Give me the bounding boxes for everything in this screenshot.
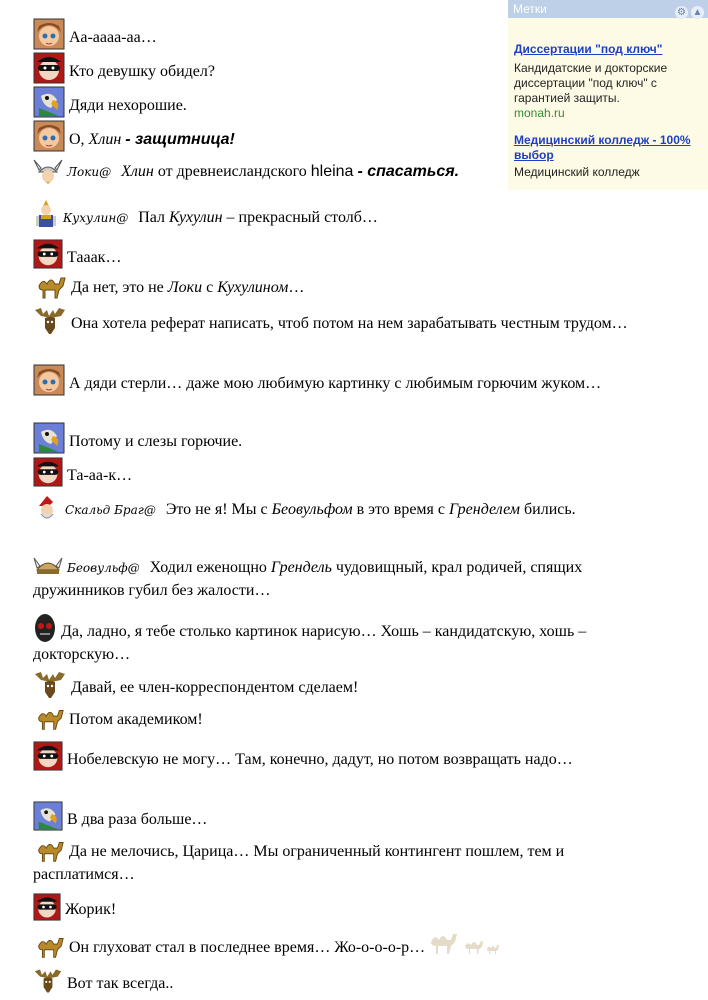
message-text: Та-аа-к… [67, 467, 133, 484]
message-text: чудовищный, крал родичей, спящих дружинников губил без жалости… [33, 559, 583, 599]
moose-icon [33, 966, 63, 996]
message-text: Потому и слезы горючие. [69, 433, 243, 450]
camel-icon [33, 272, 67, 300]
ad-item [508, 42, 708, 121]
message-row [33, 456, 653, 488]
camel-caravan-icon [429, 926, 501, 963]
message-text: от древнеисландского [157, 163, 307, 180]
moose-icon [33, 306, 67, 336]
message-row [33, 198, 653, 230]
message-text: В два раза больше… [67, 811, 208, 828]
message-row [33, 158, 513, 184]
message-row [33, 272, 653, 300]
message-row [33, 926, 593, 963]
message-text: Давай, ее член-корреспондентом сделаем! [71, 679, 359, 696]
horned-helmet-icon [33, 554, 63, 580]
ad-item [508, 133, 708, 180]
message-row [33, 422, 653, 454]
ad-description: Кандидатские и докторские диссертации "под ключ" с гарантией защиты. [514, 61, 668, 105]
character-name: Хлин [88, 131, 122, 148]
red-cap-icon [33, 494, 61, 522]
message-text: … [288, 279, 305, 296]
message-row [33, 554, 633, 602]
message-text: Ходил еженощно [149, 559, 267, 576]
ad-link[interactable]: Медицинский колледж - 100% выбор [514, 133, 691, 162]
message-row [33, 740, 633, 772]
message-text: – прекрасный столб… [226, 209, 378, 226]
message-row [33, 238, 653, 270]
message-row [33, 494, 633, 522]
message-text: Да не мелочись, Царица… Мы ограниченный контингент пошлем, тем и расплатимся… [33, 843, 565, 883]
message-text: Да, ладно, я тебе столько картинок нарисую… Хошь – кандидатскую, хошь – докторскую… [33, 623, 587, 663]
camel-icon [33, 836, 65, 864]
girl-face-icon [33, 120, 65, 152]
message-text: Тааак… [67, 249, 122, 266]
girl-face-icon [33, 18, 65, 50]
message-text: Жорик! [65, 901, 117, 918]
ad-panel [508, 0, 708, 190]
viking-helmet-icon [33, 158, 63, 184]
ad-panel-title: Метки [513, 2, 547, 16]
character-name: Грендель [270, 559, 332, 576]
message-text: Кто девушку обидел? [69, 63, 215, 80]
character-name: Локи [167, 279, 203, 296]
message-row [33, 612, 663, 666]
character-name: Гренделем [449, 501, 520, 518]
parrot-icon [33, 800, 63, 832]
masked-bandit-icon [33, 238, 63, 270]
message-row [33, 800, 653, 832]
chevron-up-icon[interactable]: ▲ [692, 7, 703, 18]
message-text: с [206, 279, 214, 296]
masked-bandit-icon [33, 456, 63, 488]
user-signature: Беовульф@ [67, 561, 140, 575]
message-text: в это время с [356, 501, 446, 518]
word-text: hleina [310, 163, 354, 180]
character-name: Кухулином [217, 279, 289, 296]
girl-face-icon [33, 364, 65, 396]
message-text: Он глуховат стал в последнее время… Жо-о-о-о-р… [69, 939, 426, 956]
ad-description: Медицинский колледж [514, 165, 640, 179]
ad-panel-header [508, 0, 708, 18]
character-name: Беовульфом [271, 501, 353, 518]
emphasis-text: - спасаться. [357, 163, 460, 180]
message-row [33, 306, 663, 336]
message-row [33, 836, 663, 886]
message-text: Это не я! Мы с [165, 501, 268, 518]
message-text: бились. [524, 501, 576, 518]
emphasis-text: - защитница! [125, 131, 235, 148]
message-row [33, 704, 653, 732]
message-text: Пал [138, 209, 166, 226]
message-row [33, 364, 663, 396]
parrot-icon [33, 422, 65, 454]
message-text: Она хотела реферат написать, чтоб потом на нем зарабатывать честным трудом… [71, 315, 628, 332]
character-name: Хлин [121, 163, 154, 180]
message-text: Да нет, это не [71, 279, 164, 296]
parrot-icon [33, 86, 65, 118]
user-signature: Кухулин@ [63, 211, 129, 225]
user-signature: Локи@ [67, 165, 112, 179]
message-text: О, [69, 131, 85, 148]
ad-link[interactable]: Диссертации "под ключ" [514, 42, 663, 56]
camel-icon [33, 932, 65, 960]
message-row [33, 892, 653, 922]
message-text: Дяди нехорошие. [69, 97, 187, 114]
moose-icon [33, 670, 67, 700]
masked-bandit-icon [33, 52, 65, 84]
user-signature: Скальд Браг@ [65, 503, 156, 517]
celtic-warrior-icon [33, 198, 59, 230]
message-text: Аа-аааа-аа… [69, 29, 157, 46]
masked-rider-icon [33, 612, 57, 644]
camel-icon [33, 704, 65, 732]
message-text: Вот так всегда.. [67, 975, 174, 992]
character-name: Кухулин [169, 209, 223, 226]
message-text: А дяди стерли… даже мою любимую картинку с любимым горючим жуком… [69, 375, 602, 392]
masked-bandit-icon [33, 740, 63, 772]
ad-url[interactable]: monah.ru [514, 106, 565, 120]
message-text: Потом академиком! [69, 711, 203, 728]
message-row [33, 966, 653, 996]
message-text: Нобелевскую не могу… Там, конечно, дадут, но потом возвращать надо… [67, 751, 573, 768]
gear-icon[interactable]: ⚙ [675, 6, 688, 19]
message-row [33, 670, 653, 700]
masked-bandit-icon [33, 892, 61, 922]
